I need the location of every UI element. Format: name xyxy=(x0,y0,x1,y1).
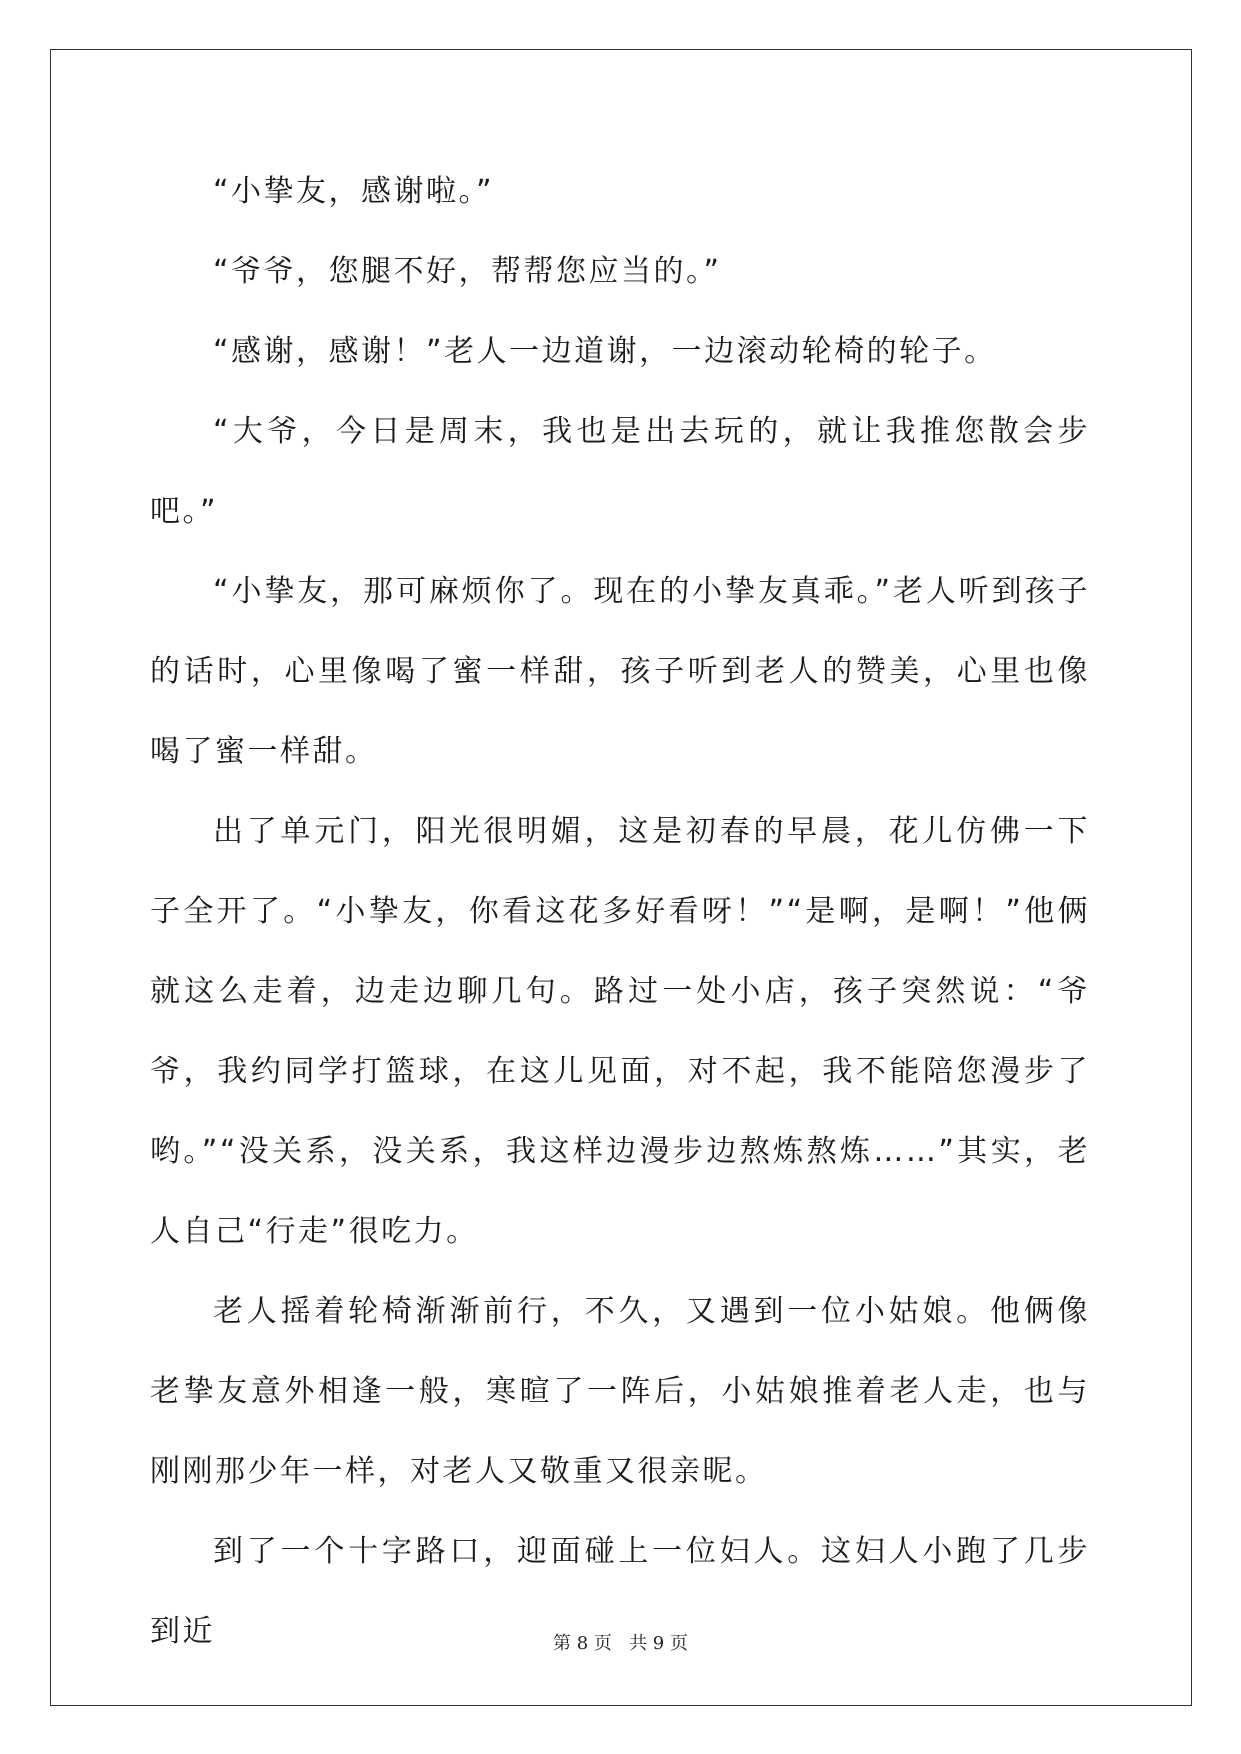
paragraph: 出了单元门，阳光很明媚，这是初春的早晨，花儿仿佛一下子全开了。“小挚友，你看这花多好看呀！”“是啊，是啊！”他俩就这么走着，边走边聊几句。路过一处小店，孩子突然说：“爷爷，我约同学打篮球，在这儿见面，对不起，我不能陪您漫步了哟。”“没关系，没关系，我这样边漫步边熬炼熬炼……”其实，老人自己“行走”很吃力。 xyxy=(150,814,1090,1249)
document-body xyxy=(150,152,1090,1672)
paragraph: 到了一个十字路口，迎面碰上一位妇人。这妇人小跑了几步到近 xyxy=(150,1534,1090,1649)
paragraph: “爷爷，您腿不好，帮帮您应当的。” xyxy=(213,254,722,289)
paragraph: “感谢，感谢！”老人一边道谢，一边滚动轮椅的轮子。 xyxy=(213,334,997,369)
paragraph: “小挚友，感谢啦。” xyxy=(213,174,495,209)
paragraph: “小挚友，那可麻烦你了。现在的小挚友真乖。”老人听到孩子的话时，心里像喝了蜜一样甜，孩子听到老人的赞美，心里也像喝了蜜一样甜。 xyxy=(150,574,1090,769)
paragraph: “大爷，今日是周末，我也是出去玩的，就让我推您散会步吧。” xyxy=(150,414,1090,529)
page-total: 共 9 页 xyxy=(629,1633,688,1654)
page-number: 第 8 页 xyxy=(553,1633,612,1654)
page-footer xyxy=(0,1632,1241,1656)
paragraph: 老人摇着轮椅渐渐前行，不久，又遇到一位小姑娘。他俩像老挚友意外相逢一般，寒暄了一阵后，小姑娘推着老人走，也与刚刚那少年一样，对老人又敬重又很亲昵。 xyxy=(150,1294,1090,1489)
